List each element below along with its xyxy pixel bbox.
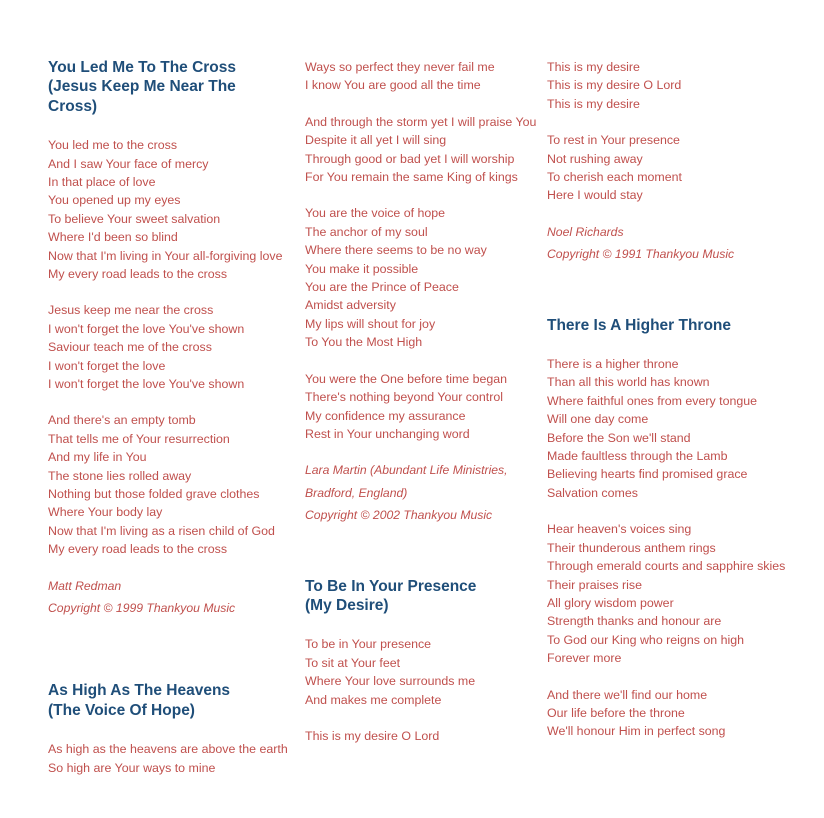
- section-spacer: [547, 294, 785, 316]
- lyric-line: Nothing but those folded grave clothes: [48, 487, 260, 502]
- lyric-line: Their thunderous anthem rings: [547, 540, 716, 555]
- credit-author: Noel Richards: [547, 224, 624, 239]
- lyric-line: And there's an empty tomb: [48, 413, 196, 428]
- song-credit: [547, 223, 785, 264]
- stanza: [48, 301, 283, 393]
- column-2: [305, 58, 547, 763]
- lyric-line: Will one day come: [547, 412, 649, 427]
- lyric-line: Than all this world has known: [547, 375, 710, 390]
- lyric-line: Where Your body lay: [48, 505, 163, 520]
- credit-author-continued: Bradford, England): [305, 485, 408, 500]
- lyric-line: Before the Son we'll stand: [547, 430, 691, 445]
- lyric-line: That tells me of Your resurrection: [48, 431, 230, 446]
- column-3: [547, 58, 785, 759]
- song-title-line-1: As High As The Heavens: [48, 682, 231, 700]
- lyric-line: Where faithful ones from every tongue: [547, 393, 758, 408]
- lyric-line: So high are Your ways to mine: [48, 760, 216, 775]
- lyric-line: Our life before the throne: [547, 705, 685, 720]
- lyric-line: Through emerald courts and sapphire skies: [547, 559, 786, 574]
- credit-copyright: Copyright © 2002 Thankyou Music: [305, 508, 493, 523]
- lyric-line: This is my desire: [547, 96, 640, 111]
- lyric-line: My confidence my assurance: [305, 408, 466, 423]
- lyric-line: Rest in Your unchanging word: [305, 426, 470, 441]
- song-title-line-2: (Jesus Keep Me Near The Cross): [48, 78, 236, 115]
- lyric-line: To rest in Your presence: [547, 133, 680, 148]
- lyric-line: And makes me complete: [305, 692, 442, 707]
- lyric-line: This is my desire: [547, 60, 640, 74]
- lyric-line: Believing hearts find promised grace: [547, 467, 748, 482]
- lyric-line: This is my desire O Lord: [305, 728, 440, 743]
- lyric-line: Here I would stay: [547, 188, 643, 203]
- lyric-line: I won't forget the love You've shown: [48, 377, 245, 391]
- lyric-line: Jesus keep me near the cross: [48, 303, 214, 318]
- section-spacer: [305, 555, 529, 577]
- lyric-line: We'll honour Him in perfect song: [547, 724, 726, 739]
- song-credit: [305, 461, 529, 524]
- song-title-to-be-in-your-presence: [305, 577, 529, 616]
- credit-copyright: Copyright © 1999 Thankyou Music: [48, 601, 236, 616]
- song-title-line-1: To Be In Your Presence: [305, 577, 477, 595]
- stanza: [48, 411, 283, 558]
- lyric-line: The anchor of my soul: [305, 224, 428, 239]
- lyric-line: The stone lies rolled away: [48, 468, 192, 483]
- song-title-you-led-me-to-the-cross: [48, 58, 283, 116]
- lyric-line: All glory wisdom power: [547, 595, 674, 610]
- lyric-line: I won't forget the love: [48, 358, 166, 373]
- song-title-line-1: There Is A Higher Throne: [547, 316, 732, 334]
- lyric-line: Saviour teach me of the cross: [48, 340, 212, 355]
- lyric-line: Forever more: [547, 651, 622, 666]
- lyric-line: And through the storm yet I will praise You: [305, 114, 537, 129]
- lyric-line: My every road leads to the cross: [48, 542, 228, 557]
- lyric-line: My lips will shout for joy: [305, 316, 436, 331]
- section-spacer: [48, 647, 283, 681]
- lyric-line: Made faultless through the Lamb: [547, 449, 728, 464]
- lyric-line: Their praises rise: [547, 577, 643, 592]
- lyric-line: To cherish each moment: [547, 170, 682, 185]
- lyric-line: You make it possible: [305, 261, 419, 276]
- lyric-line: Where I'd been so blind: [48, 230, 178, 245]
- stanza: [305, 113, 537, 187]
- lyric-line: To believe Your sweet salvation: [48, 211, 221, 226]
- lyric-line: Through good or bad yet I will worship: [305, 151, 515, 166]
- lyric-line: Strength thanks and honour are: [547, 614, 722, 629]
- song-title-line-2: (The Voice Of Hope): [48, 701, 195, 719]
- lyric-line: Ways so perfect they never fail me: [305, 60, 495, 74]
- stanza: [547, 520, 785, 667]
- stanza: [305, 204, 529, 351]
- column-container: [40, 58, 784, 795]
- stanza: [547, 58, 785, 113]
- lyric-line: I won't forget the love You've shown: [48, 321, 245, 336]
- credit-author: Matt Redman: [48, 578, 122, 593]
- lyric-line: Despite it all yet I will sing: [305, 133, 447, 148]
- stanza: [305, 635, 529, 709]
- lyric-line: You were the One before time began: [305, 371, 508, 386]
- credit-copyright: Copyright © 1991 Thankyou Music: [547, 247, 735, 262]
- stanza: [547, 686, 785, 741]
- lyric-line: Now that I'm living in Your all-forgiving love: [48, 248, 283, 263]
- lyric-line: To be in Your presence: [305, 637, 432, 652]
- song-title-as-high-as-the-heavens: [48, 681, 283, 720]
- song-credit: [48, 577, 283, 618]
- lyric-line: And my life in You: [48, 450, 147, 465]
- stanza: [305, 370, 529, 444]
- column-1: [40, 58, 305, 795]
- lyric-line: To God our King who reigns on high: [547, 632, 744, 647]
- lyric-line: There is a higher throne: [547, 357, 679, 372]
- lyric-line: There's nothing beyond Your control: [305, 390, 504, 405]
- lyric-line: Where there seems to be no way: [305, 243, 487, 258]
- lyric-line: And I saw Your face of mercy: [48, 156, 209, 171]
- stanza: [48, 136, 283, 283]
- lyric-line: Now that I'm living as a risen child of God: [48, 523, 275, 538]
- lyric-line: Hear heaven's voices sing: [547, 522, 692, 537]
- lyric-line: I know You are good all the time: [305, 78, 481, 93]
- stanza: [305, 727, 529, 745]
- lyric-line: Amidst adversity: [305, 298, 396, 313]
- stanza: [48, 740, 288, 777]
- song-title-there-is-a-higher-throne: [547, 316, 785, 335]
- lyric-line: This is my desire O Lord: [547, 78, 682, 93]
- song-title-line-1: You Led Me To The Cross: [48, 59, 237, 76]
- lyric-line: Salvation comes: [547, 485, 638, 500]
- stanza: [305, 58, 529, 95]
- lyric-line: And there we'll find our home: [547, 687, 708, 702]
- lyric-line: To You the Most High: [305, 335, 423, 350]
- lyric-line: You led me to the cross: [48, 138, 178, 153]
- lyric-line: You are the voice of hope: [305, 206, 446, 221]
- song-title-line-2: (My Desire): [305, 596, 389, 614]
- stanza: [547, 355, 785, 502]
- lyric-line: To sit at Your feet: [305, 655, 401, 670]
- lyric-line: For You remain the same King of kings: [305, 170, 518, 185]
- lyric-line: Where Your love surrounds me: [305, 674, 476, 689]
- credit-author: Lara Martin (Abundant Life Ministries,: [305, 463, 508, 478]
- lyric-line: My every road leads to the cross: [48, 266, 228, 281]
- lyric-line: In that place of love: [48, 174, 156, 189]
- lyric-line: You are the Prince of Peace: [305, 280, 459, 295]
- lyric-line: As high as the heavens are above the earth: [48, 742, 288, 757]
- lyric-line: Not rushing away: [547, 151, 643, 166]
- stanza: [547, 131, 785, 205]
- lyric-line: You opened up my eyes: [48, 193, 181, 208]
